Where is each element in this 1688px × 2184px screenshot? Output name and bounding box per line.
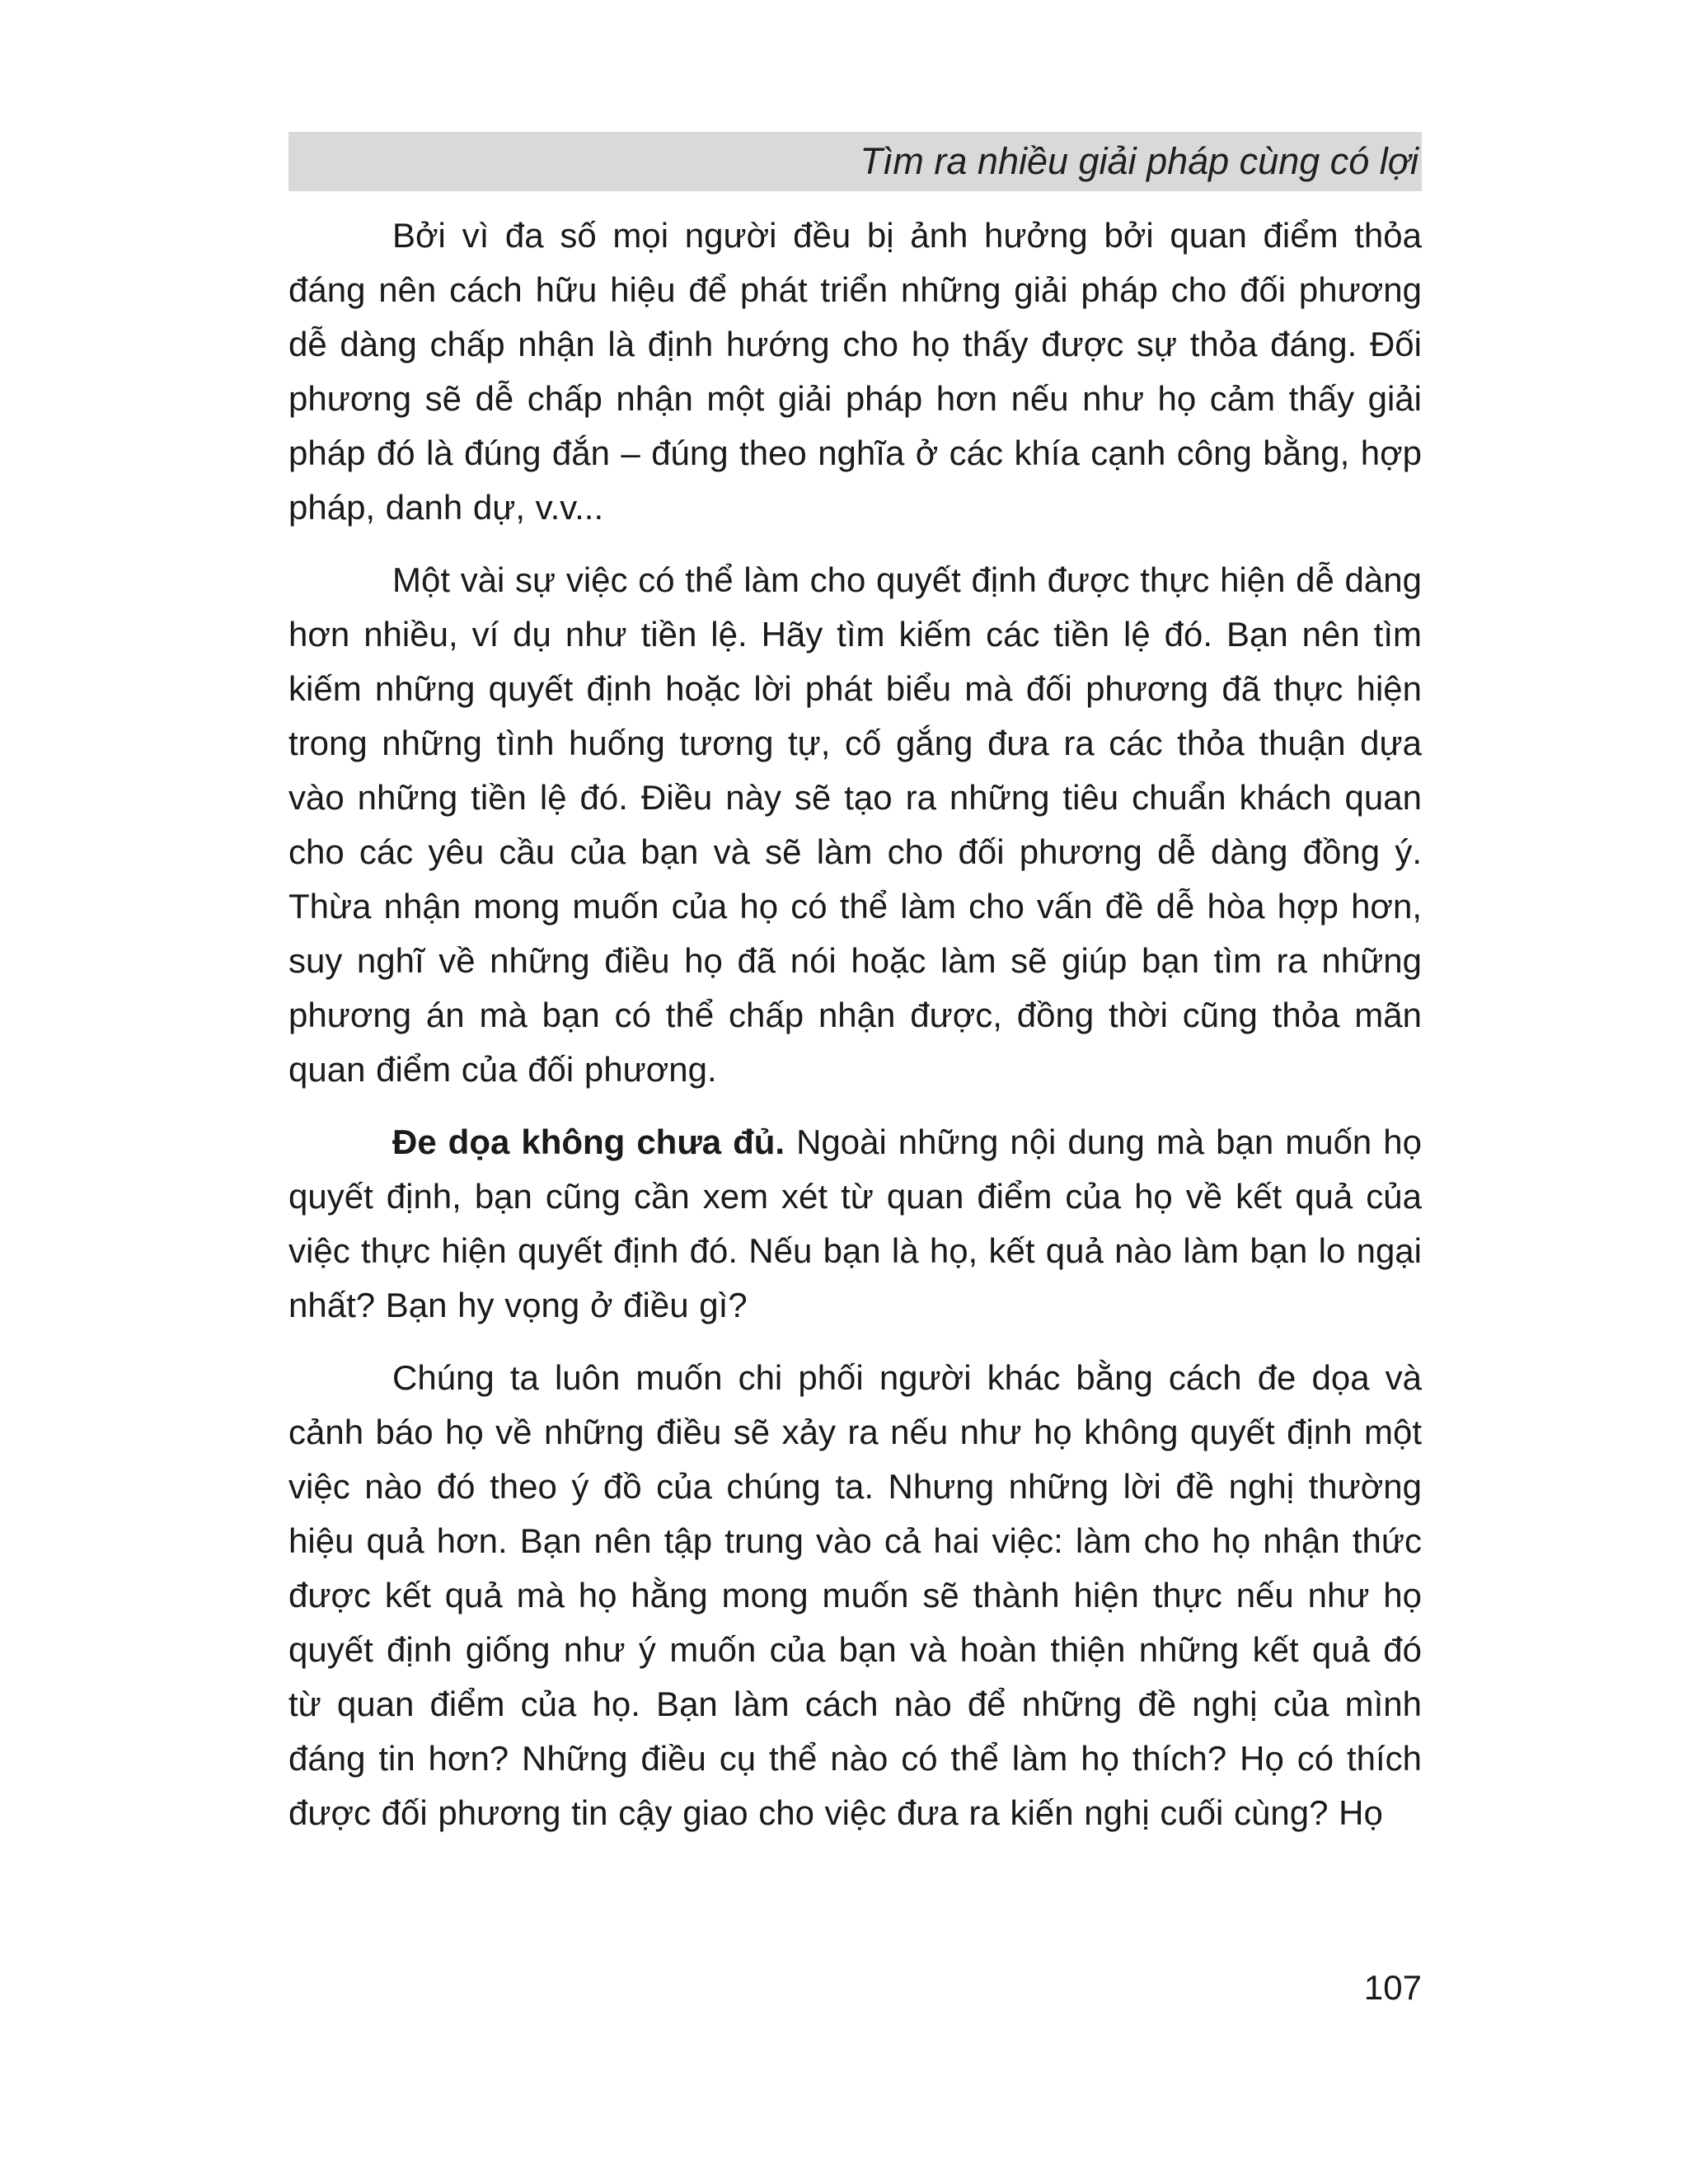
paragraph-2: [288, 553, 1422, 1097]
paragraph-1-text: Bởi vì đa số mọi người đều bị ảnh hưởng bởi quan điểm thỏa đáng nên cách hữu hiệu để phát triển những giải pháp cho đối phương dễ dàng chấp nhận là định hướng cho họ thấy được sự thỏa đáng. Đối phương sẽ dễ chấp nhận một giải pháp hơn nếu như họ cảm thấy giải pháp đó là đúng đắn – đúng theo nghĩa ở các khía cạnh công bằng, hợp pháp, danh dự, v.v...: [288, 216, 1422, 527]
paragraph-3-text: Ngoài những nội dung mà bạn muốn họ quyết định, bạn cũng cần xem xét từ quan điểm của họ về kết quả của việc thực hiện quyết định đó. Nếu bạn là họ, kết quả nào làm bạn lo ngại nhất? Bạn hy vọng ở điều gì?: [288, 1122, 1422, 1324]
page-number: 107: [1363, 1968, 1422, 2007]
paragraph-4: [288, 1351, 1422, 1840]
running-header: [288, 132, 1422, 191]
body-text: [288, 209, 1422, 1858]
paragraph-4-text: Chúng ta luôn muốn chi phối người khác bằng cách đe dọa và cảnh báo họ về những điều sẽ xảy ra nếu như họ không quyết định một việc nào đó theo ý đồ của chúng ta. Nhưng những lời đề nghị thường hiệu quả hơn. Bạn nên tập trung vào cả hai việc: làm cho họ nhận thức được kết quả mà họ hằng mong muốn sẽ thành hiện thực nếu như họ quyết định giống như ý muốn của bạn và hoàn thiện những kết quả đó từ quan điểm của họ. Bạn làm cách nào để những đề nghị của mình đáng tin hơn? Những điều cụ thể nào có thể làm họ thích? Họ có thích được đối phương tin cậy giao cho việc đưa ra kiến nghị cuối cùng? Họ: [288, 1358, 1422, 1832]
paragraph-3-lead: Đe dọa không chưa đủ.: [392, 1122, 785, 1161]
paragraph-2-text: Một vài sự việc có thể làm cho quyết định được thực hiện dễ dàng hơn nhiều, ví dụ như tiền lệ. Hãy tìm kiếm các tiền lệ đó. Bạn nên tìm kiếm những quyết định hoặc lời phát biểu mà đối phương đã thực hiện trong những tình huống tương tự, cố gắng đưa ra các thỏa thuận dựa vào những tiền lệ đó. Điều này sẽ tạo ra những tiêu chuẩn khách quan cho các yêu cầu của bạn và sẽ làm cho đối phương dễ dàng đồng ý. Thừa nhận mong muốn của họ có thể làm cho vấn đề dễ hòa hợp hơn, suy nghĩ về những điều họ đã nói hoặc làm sẽ giúp bạn tìm ra những phương án mà bạn có thể chấp nhận được, đồng thời cũng thỏa mãn quan điểm của đối phương.: [288, 560, 1422, 1089]
running-header-title: Tìm ra nhiều giải pháp cùng có lợi: [860, 140, 1418, 182]
paragraph-1: [288, 209, 1422, 535]
paragraph-3: [288, 1115, 1422, 1333]
